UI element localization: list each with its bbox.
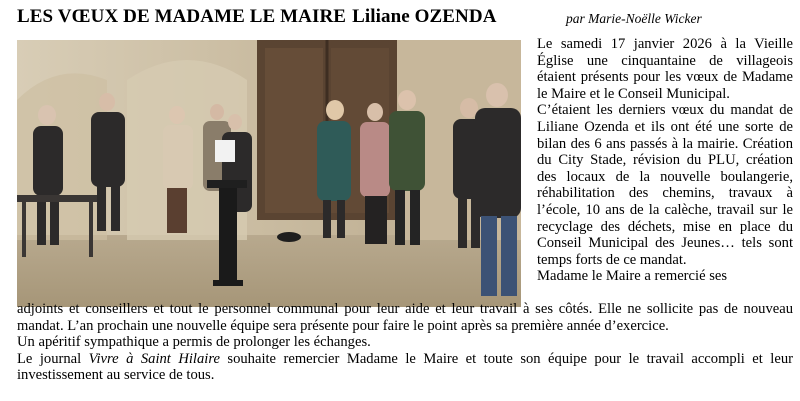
paragraph-1: Le samedi 17 janvier 2026 à la Vieille Église une cinquantaine de villageois étaient présents pour les vœux de Madame le Maire et le Conseil Municipal. [537,36,793,102]
article-photo [17,40,521,307]
paragraph-5-before: Le journal [17,350,89,367]
paragraph-5-after: souhaite remercier Madame le Maire et toute son équipe pour le travail accompli et leur investissement au service de tous. [17,350,793,384]
article-title-name: Liliane OZENDA [352,6,497,27]
paragraph-3-rest: adjoints et conseillers et tout le personnel communal pour leur aide et leur travail à ses côtés. Elle ne sollicite pas de nouveau mandat. L’an prochain une nouvelle équipe sera présente pour faire le point après sa première année d’exercice. [17,301,793,334]
paragraph-5 [17,351,793,384]
photo-illustration [17,40,521,307]
article-column [537,36,793,285]
paragraph-2: C’étaient les derniers vœux du mandat de Liliane Ozenda et ils ont été une sorte de bilan des 6 ans passés à la mairie. Création du City Stade, révision du PLU, création des locaux de la nouvelle boulangerie, réhabilitation des chemins, travaux à l’école, 10 ans de la calèche, travail sur le recyclage des déchets, mise en place du Conseil Municipal des Jeunes… tels sont temps forts de ce mandat. [537,102,793,268]
article-bottom [17,301,793,384]
article-title-main: LES VŒUX DE MADAME LE MAIRE [17,6,347,27]
article-byline: par Marie-Noëlle Wicker [566,11,702,26]
paragraph-4: Un apéritif sympathique a permis de prolonger les échanges. [17,334,371,351]
journal-name: Vivre à Saint Hilaire [88,350,220,367]
paragraph-3-start: Madame le Maire a remercié ses [537,268,728,285]
article-title [17,6,497,28]
